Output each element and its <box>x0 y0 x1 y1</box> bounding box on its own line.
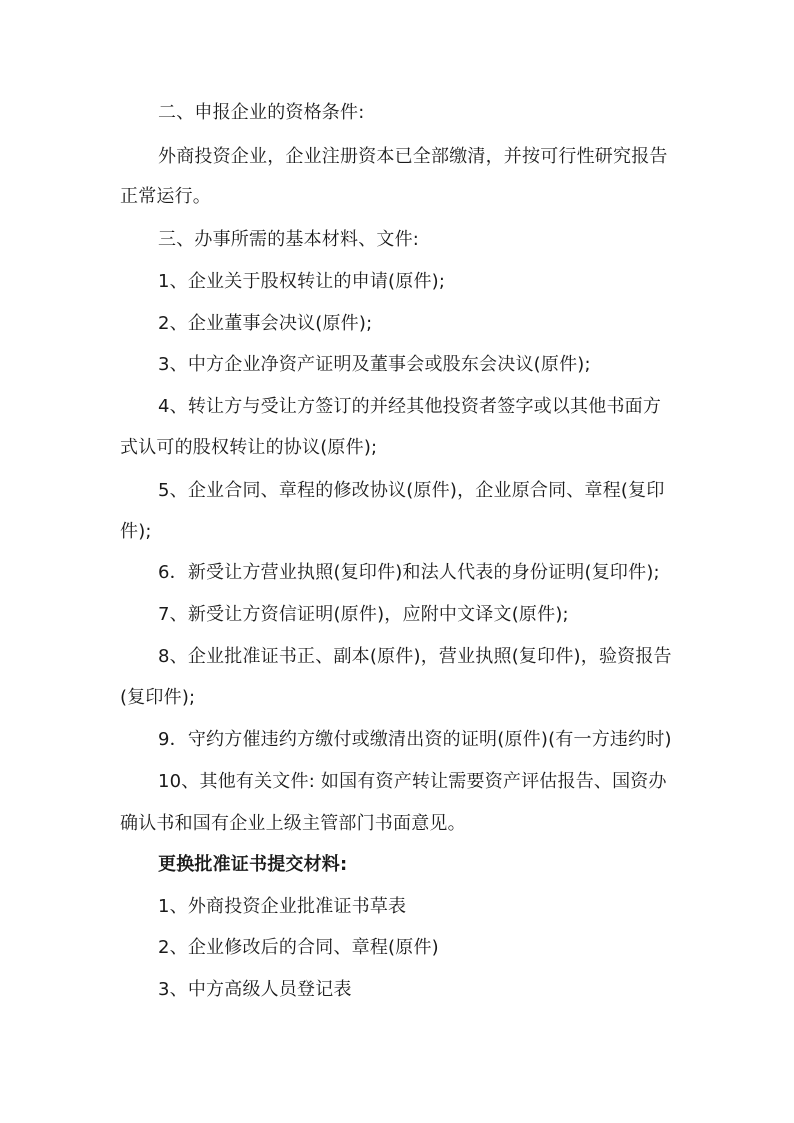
list-item: 2、企业董事会决议(原件); <box>158 313 373 334</box>
section-heading-materials: 三、办事所需的基本材料、文件: <box>158 229 420 250</box>
paragraph-line: 外商投资企业，企业注册资本已全部缴清，并按可行性研究报告 <box>158 146 668 167</box>
section-heading-qualifications: 二、申报企业的资格条件: <box>158 102 365 123</box>
list-item: 9．守约方催违约方缴付或缴清出资的证明(原件)(有一方违约时) <box>158 729 672 750</box>
list-item: 10、其他有关文件: 如国有资产转让需要资产评估报告、国资办 <box>158 771 667 792</box>
list-item: 3、中方高级人员登记表 <box>158 979 352 1000</box>
list-item: 5、企业合同、章程的修改协议(原件)，企业原合同、章程(复印 <box>158 480 665 501</box>
list-item: 3、中方企业净资产证明及董事会或股东会决议(原件); <box>158 354 591 375</box>
list-item-continuation: 式认可的股权转让的协议(原件); <box>120 437 378 458</box>
list-item: 4、转让方与受让方签订的并经其他投资者签字或以其他书面方 <box>158 396 662 417</box>
list-item: 8、企业批准证书正、副本(原件)，营业执照(复印件)，验资报告 <box>158 646 672 667</box>
list-item: 7、新受让方资信证明(原件)，应附中文译文(原件); <box>158 604 569 625</box>
list-item-continuation: 确认书和国有企业上级主管部门书面意见。 <box>120 813 466 834</box>
list-item: 1、企业关于股权转让的申请(原件); <box>158 271 446 292</box>
list-item-continuation: 件); <box>120 521 152 542</box>
list-item: 6．新受让方营业执照(复印件)和法人代表的身份证明(复印件); <box>158 562 660 583</box>
list-item: 1、外商投资企业批准证书草表 <box>158 896 407 917</box>
paragraph-line: 正常运行。 <box>120 186 211 207</box>
list-item-continuation: (复印件); <box>120 687 196 708</box>
list-item: 2、企业修改后的合同、章程(原件) <box>158 937 439 958</box>
section-heading-certificate: 更换批准证书提交材料: <box>158 854 348 875</box>
